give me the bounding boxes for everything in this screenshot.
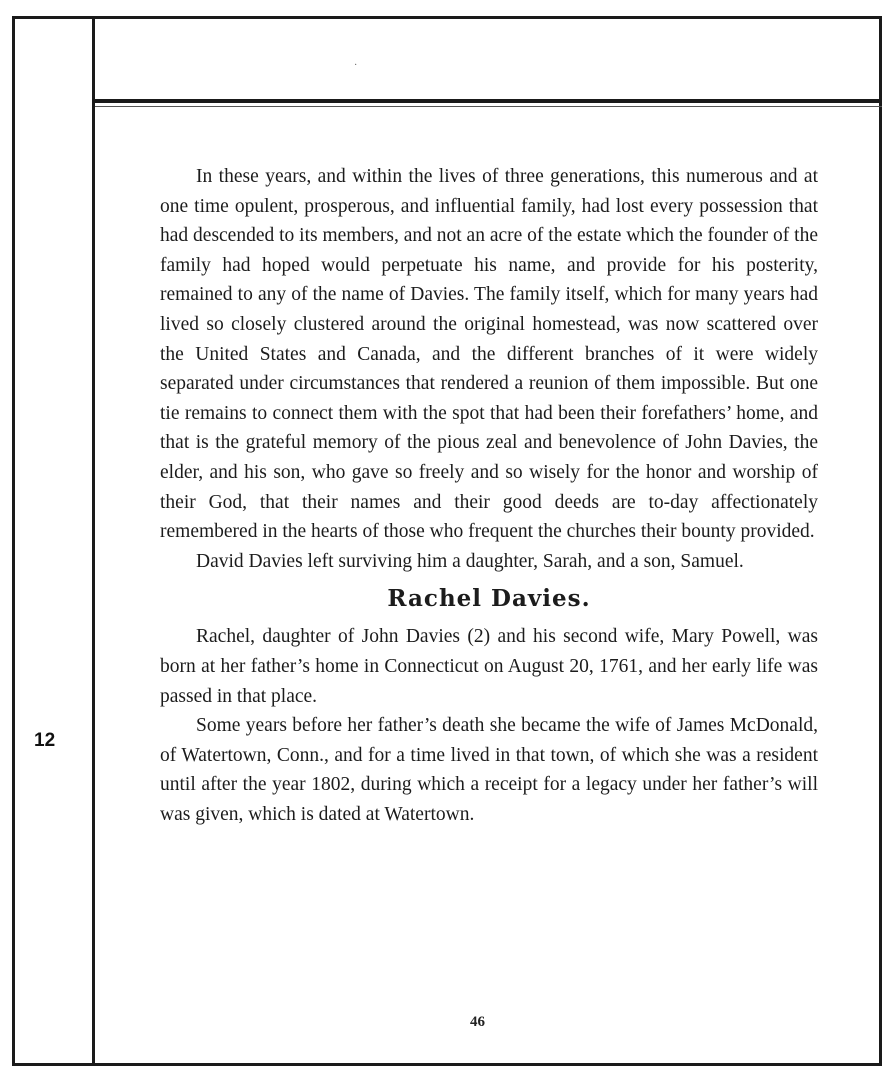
paragraph: David Davies left surviving him a daughter, Sarah, and a son, Samuel.	[196, 550, 744, 572]
page-number: 46	[470, 1014, 485, 1030]
margin-rule	[92, 16, 95, 1066]
body-text	[160, 162, 818, 829]
header-rule	[95, 99, 882, 103]
paragraph: Some years before her father’s death she became the wife of James McDonald, of Watertown, Conn., and for a time lived in that town, of which she was a resident until after the year 1802, during which a receipt for a legacy under her father’s will was given, which is dated at Watertown.	[160, 715, 818, 825]
paragraph: Rachel, daughter of John Davies (2) and his second wife, Mary Powell, was born at her father’s home in Connecticut on August 20, 1761, and her early life was passed in that place.	[160, 626, 818, 707]
paragraph: In these years, and within the lives of three generations, this numerous and at one time opulent, prosperous, and influential family, had lost every possession that had descended to its members, and not an acre of the estate which the founder of the family had hoped would perpetuate his name, and provide for his posterity, remained to any of the name of Davies. The family itself, which for many years had lived so closely clustered around the original homestead, was now scattered over the United States and Canada, and the different branches of it were widely separated under circumstances that rendered a reunion of them impossible. But one tie remains to connect them with the spot that had been their forefathers’ home, and that is the grateful memory of the pious zeal and benevolence of John Davies, the elder, and his son, who gave so freely and so wisely for the honor and worship of their God, that their names and their good deeds are to-day affectionately remembered in the hearts of those who frequent the churches their bounty provided.	[160, 166, 818, 543]
margin-number: 12	[34, 730, 56, 751]
scan-speck: ·	[354, 60, 358, 71]
header-rule-thin	[95, 106, 882, 107]
section-heading: Rachel Davies.	[387, 585, 591, 613]
